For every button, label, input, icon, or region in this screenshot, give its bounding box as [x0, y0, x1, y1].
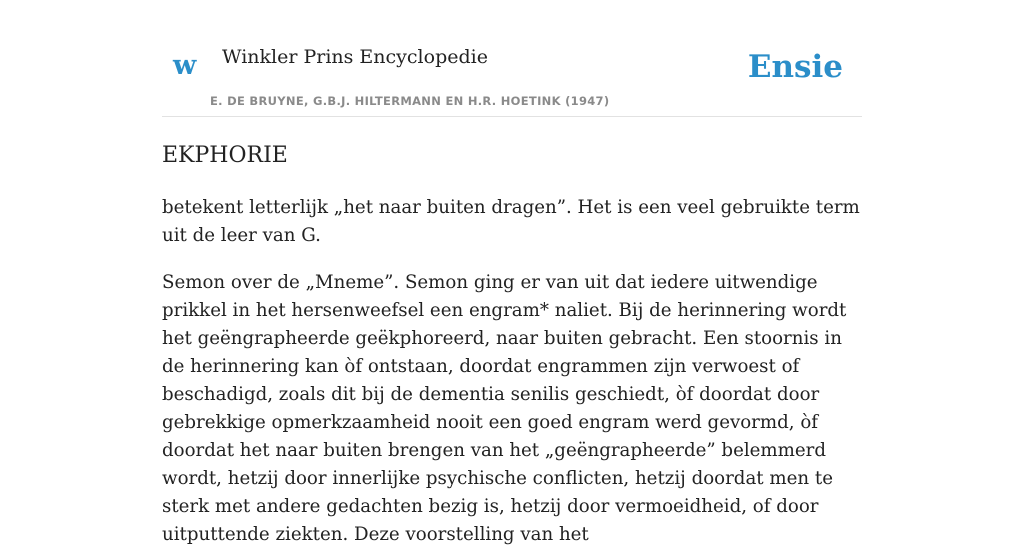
publication-title[interactable]: Winkler Prins Encyclopedie: [222, 46, 488, 68]
publication-logo[interactable]: w: [173, 50, 197, 81]
page: [162, 0, 862, 549]
publication-header: [162, 0, 862, 117]
article-paragraph: Semon over de „Mneme”. Semon ging er van uit dat iedere uitwendige prikkel in het hersenweefsel een engram* naliet. Bij de herinnering wordt het geëngrapheerde geëkphoreerd, naar buiten gebracht. Een stoornis in de herinnering kan òf ontstaan, doordat engrammen zijn verwoest of beschadigd, zoals dit bij de dementia senilis geschiedt, òf doordat door gebrekkige opmerkzaamheid nooit een goed engram werd gevormd, òf doordat het naar buiten brengen van het „geëngrapheerde” belemmerd wordt, hetzij door innerlijke psychische conflicten, hetzij doordat men te sterk met andere gedachten bezig is, hetzij door vermoeidheid, of door uitputtende ziekten. Deze voorstelling van het: [162, 272, 847, 545]
publication-authors: E. DE BRUYNE, G.B.J. HILTERMANN EN H.R. HOETINK (1947): [210, 94, 610, 108]
entry-title: EKPHORIE: [162, 143, 288, 168]
article-paragraph: betekent letterlijk „het naar buiten dragen”. Het is een veel gebruikte term uit de leer van G.: [162, 197, 860, 246]
ensie-logo-link[interactable]: Ensie: [747, 49, 843, 85]
